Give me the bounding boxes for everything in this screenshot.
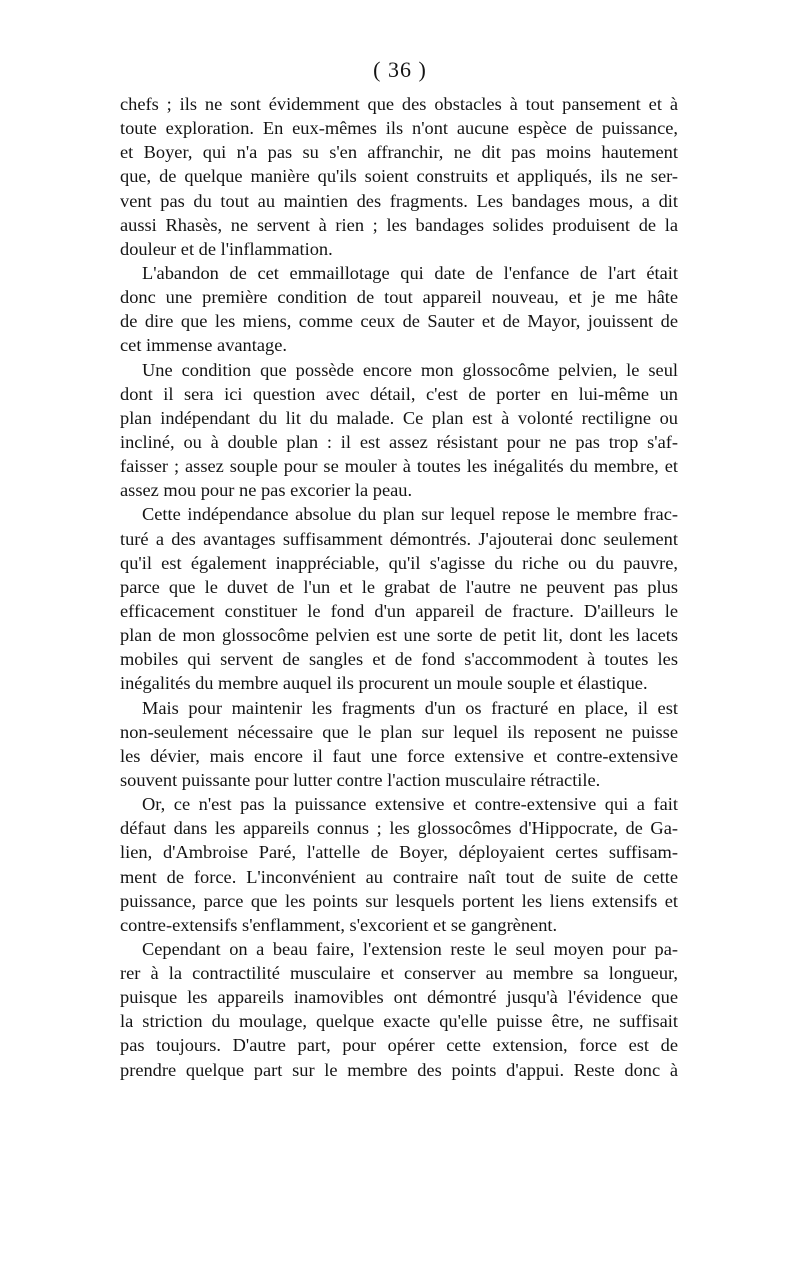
text-line: incliné, ou à double plan : il est assez résistant pour ne pas trop s'af- xyxy=(120,431,678,452)
text-line: efficacement constituer le fond d'un appareil de fracture. D'ailleurs le xyxy=(120,600,678,621)
text-line: aussi Rhasès, ne servent à rien ; les bandages solides produisent de la xyxy=(120,214,678,235)
text-line: prendre quelque part sur le membre des points d'appui. Reste donc à xyxy=(120,1059,678,1080)
text-line: lien, d'Ambroise Paré, l'attelle de Boyer, déployaient certes suffisam- xyxy=(120,842,678,863)
body-text xyxy=(120,92,678,1082)
text-line: toute exploration. En eux-mêmes ils n'ont aucune espèce de puissance, xyxy=(120,118,678,139)
text-line: ment de force. L'inconvénient au contraire naît tout de suite de cette xyxy=(120,866,678,887)
text-line: rer à la contractilité musculaire et conserver au membre sa longueur, xyxy=(120,963,678,984)
text-line: que, de quelque manière qu'ils soient construits et appliqués, ils ne ser- xyxy=(120,166,678,187)
text-line: défaut dans les appareils connus ; les glossocômes d'Hippocrate, de Ga- xyxy=(120,818,678,839)
text-line: turé a des avantages suffisamment démontrés. J'ajouterai donc seulement xyxy=(120,528,678,549)
text-line: L'abandon de cet emmaillotage qui date de l'enfance de l'art était xyxy=(142,262,678,283)
text-line: plan indépendant du lit du malade. Ce plan est à volonté rectiligne ou xyxy=(120,407,678,428)
text-line: et Boyer, qui n'a pas su s'en affranchir, ne dit pas moins hautement xyxy=(120,142,678,163)
text-line: puisque les appareils inamovibles ont démontré jusqu'à l'évidence que xyxy=(120,987,678,1008)
text-line: assez mou pour ne pas excorier la peau. xyxy=(120,480,413,501)
text-line: la striction du moulage, quelque exacte qu'elle puisse être, ne suffisait xyxy=(120,1011,678,1032)
text-line: vent pas du tout au maintien des fragments. Les bandages mous, a dit xyxy=(120,190,678,211)
text-line: dont il sera ici question avec détail, c'est de porter en lui-même un xyxy=(120,383,678,404)
page-number: ( 36 ) xyxy=(373,57,427,82)
text-line: faisser ; assez souple pour se mouler à toutes les inégalités du membre, et xyxy=(120,456,678,477)
text-line: contre-extensifs s'enflamment, s'excorient et se gangrènent. xyxy=(120,914,558,935)
text-line: souvent puissante pour lutter contre l'action musculaire rétractile. xyxy=(120,769,601,790)
text-line: qu'il est également inappréciable, qu'il s'agisse du riche ou du pauvre, xyxy=(120,552,678,573)
text-line: pas toujours. D'autre part, pour opérer cette extension, force est de xyxy=(120,1035,678,1056)
text-line: donc une première condition de tout appareil nouveau, et je me hâte xyxy=(120,287,678,308)
text-line: Or, ce n'est pas la puissance extensive et contre-extensive qui a fait xyxy=(142,794,678,815)
text-line: parce que le duvet de l'un et le grabat de l'autre ne peuvent pas plus xyxy=(120,576,678,597)
text-line: puissance, parce que les points sur lesquels portent les liens extensifs et xyxy=(120,890,678,911)
text-line: mobiles qui servent de sangles et de fond s'accommodent à toutes les xyxy=(120,649,678,670)
text-line: de dire que les miens, comme ceux de Sauter et de Mayor, jouissent de xyxy=(120,311,678,332)
text-line: cet immense avantage. xyxy=(120,335,287,356)
text-line: Une condition que possède encore mon glossocôme pelvien, le seul xyxy=(142,359,678,380)
text-line: inégalités du membre auquel ils procurent un moule souple et élastique. xyxy=(120,673,648,694)
text-line: Mais pour maintenir les fragments d'un os fracturé en place, il est xyxy=(142,697,678,718)
text-line: Cependant on a beau faire, l'extension reste le seul moyen pour pa- xyxy=(142,938,678,959)
text-line: douleur et de l'inflammation. xyxy=(120,238,333,259)
text-line: non-seulement nécessaire que le plan sur lequel ils reposent ne puisse xyxy=(120,721,678,742)
text-line: Cette indépendance absolue du plan sur lequel repose le membre frac- xyxy=(142,504,678,525)
text-line: chefs ; ils ne sont évidemment que des obstacles à tout pansement et à xyxy=(120,94,678,114)
text-line: plan de mon glossocôme pelvien est une sorte de petit lit, dont les lacets xyxy=(120,625,678,646)
text-line: les dévier, mais encore il faut une force extensive et contre-extensive xyxy=(120,745,678,766)
